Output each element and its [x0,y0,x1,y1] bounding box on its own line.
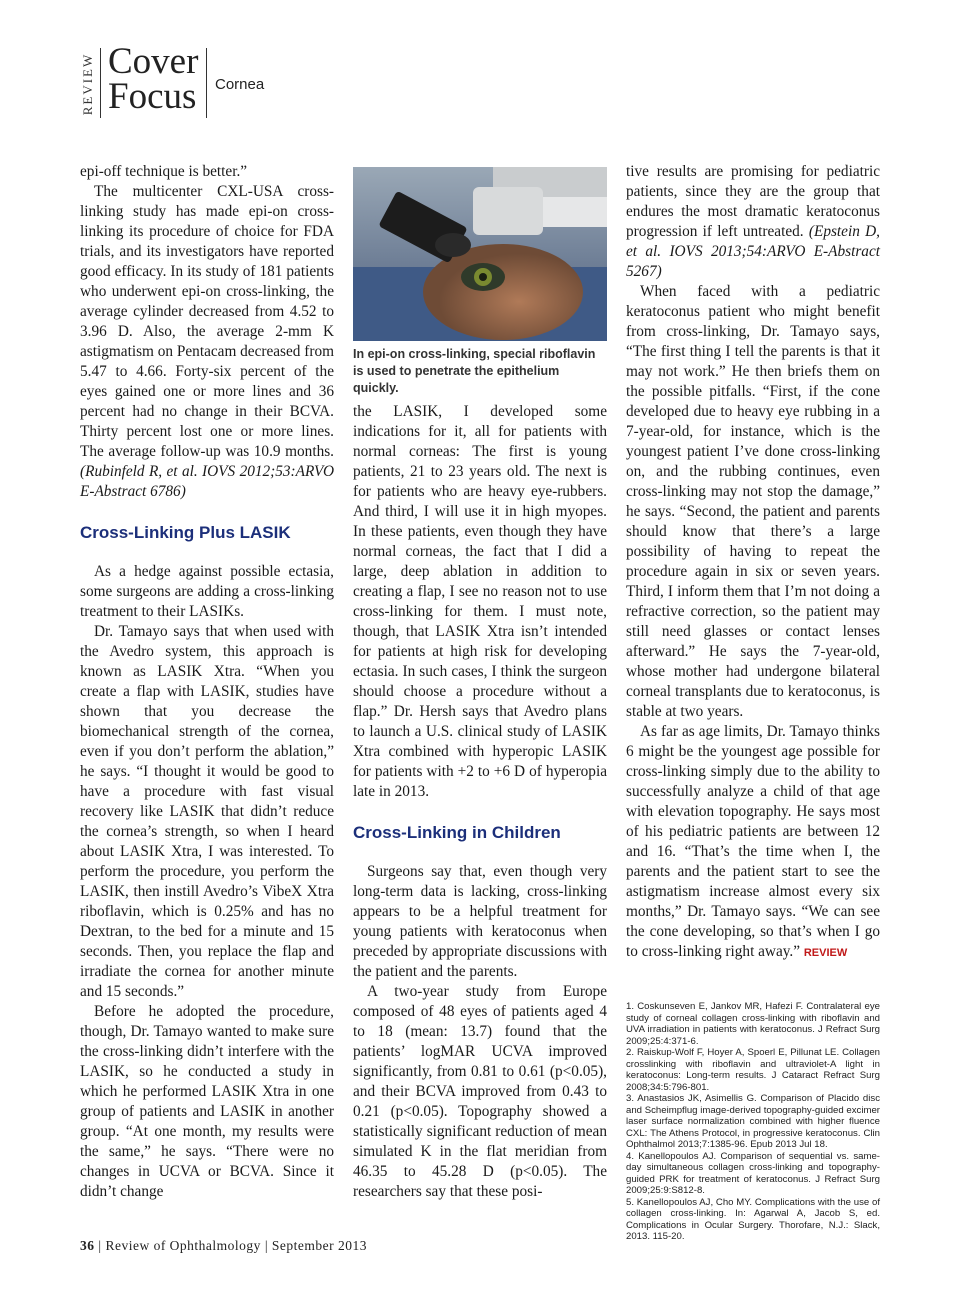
paragraph: the LASIK, I developed some indications for it, all for patients with normal corneas: The first is young patients, 21 to 23 years old. The next is for patients who are heavy eye-rubbers. And third, I will use it in high myopes. In these patients, even though they have normal corneas, the fact that I did a large, deep ablation in addition to creating a flap, I see no reason not to use cross-linking for them. I must note, though, that LASIK Xtra isn’t intended for patients at high risk for developing ectasia. In such cases, I think the surgeon should choose a procedure without a flap.” Dr. Hersh says that Avedro plans to launch a U.S. clinical study of LASIK Xtra combined with hyperopic LASIK for patients with +2 to +6 D of hyperopia late in 2013. [353,403,607,800]
page-number: 36 [80,1238,95,1253]
citation: (Epstein D, et al. IOVS 2013;54:ARVO E-Abstract 5267) [626,223,880,280]
reference-item: 3. Anastasios JK, Asimellis G. Comparison of Placido disc and Scheimpflug image-derived topography-guided excimer laser surface normalization combined with higher fluence CXL: The Athens Protocol, in progressive keratoconus. Clin Ophthalmol 2013;7:1385-96. Epub 2013 Jul 18. [626,1093,880,1150]
reference-item: 4. Kanellopoulos AJ. Comparison of sequential vs. same-day simultaneous collagen cross-linking and topography-guided PRK for treatment of keratoconus. J Refract Surg 2009;25:9:S812-8. [626,1150,880,1196]
section-heading: Cross-Linking Plus LASIK [80,523,291,542]
paragraph: As far as age limits, Dr. Tamayo thinks 6 might be the youngest age possible for cross-linking simply due to the ability to successfully analyze a child of that age with elevation topography. He says most of his pediatric patients are between 12 and 16. “That’s the time when I, the parents and the patient start to see the astigmatism increase almost every six months,” Dr. Tamayo says. “We can see the cone developing, so that’s when I go to cross-linking right away.” REVIEW [626,723,880,960]
paragraph: When faced with a pediatric keratoconus patient who might benefit from cross-linking, Dr. Tamayo says, “The first thing I tell the parents is that it may not work.” He then briefs them on the possible pitfalls. “First, if the cone developed due to heavy eye rubbing in a 7-year-old, for instance, which is the youngest patient I’ve done cross-linking on, and the rubbing continues, even cross-linking may not stop the damage,” he says. “Second, the patient and parents should know that there’s a large possibility of having to repeat the procedure again in six or seven years. Third, I inform them that I’m not doing a refractive correction, so the patient may still need glasses or contact lenses afterward.” He says the 7-year-old, whose mother had undergone bilateral corneal transplants due to keratoconus, is stable at two years. [626,283,880,720]
paragraph: Before he adopted the procedure, though, Dr. Tamayo wanted to make sure the cross-linking didn’t interfere with the LASIK, so he conducted a study in which he performed LASIK Xtra in one group of patients and LASIK in another group. “At one month, my results were the same,” he says. “There were no changes in UCVA or BCVA. Since it didn’t change [80,1003,334,1200]
text-column-2 [353,402,607,1202]
paragraph: epi-off technique is better.” [80,163,248,180]
page-footer: 36 | Review of Ophthalmology | September 2013 [80,1238,367,1253]
header-title [108,41,199,117]
procedure-illustration [353,167,607,341]
reference-item: 2. Raiskup-Wolf F, Hoyer A, Spoerl E, Pillunat LE. Collagen crosslinking with riboflavin and ultraviolet-A light in keratoconus: Long-term results. J Cataract Refract Surg 2008;34:5:796-801. [626,1047,880,1093]
paragraph: The multicenter CXL-USA cross-linking study has made epi-on cross-linking its procedure of choice for FDA trials, and its investigators have reported good efficacy. In its study of 181 patients who underwent epi-on cross-linking, the average cylinder decreased from 4.52 to 3.96 D. Also, the average 2-mm K astigmatism on Pentacam decreased from 5.47 to 4.66. Forty-six percent of the eyes gained one or more lines and 36 percent had no change in their BCVA. Thirty percent lost one or more lines. The average follow-up was 10.9 months. (Rubinfeld R, et al. IOVS 2012;53:ARVO E-Abstract 6786) [80,183,335,500]
header-title-line2: Focus [108,76,197,117]
section-heading: Cross-Linking in Children [353,823,561,842]
section-label: Cornea [215,76,265,93]
procedure-photo [353,167,607,341]
reference-item: 5. Kanellopoulos AJ, Cho MY. Complications with the use of collagen cross-linking. In: Agarwal A, Jacob S, ed. Complications in Ocular Surgery. Thorofare, N.J.: Slack, 2013. 115-20. [626,1196,880,1242]
paragraph: As a hedge against possible ectasia, some surgeons are adding a cross-linking treatment to their LASIKs. [80,563,334,620]
paragraph: Surgeons say that, even though very long-term data is lacking, cross-linking appears to be a helpful treatment for young patients with keratoconus when preceded by appropriate discussions with the patient and the parents. [353,863,607,980]
text-column-1 [80,162,334,1202]
citation: (Rubinfeld R, et al. IOVS 2012;53:ARVO E-Abstract 6786) [80,463,334,500]
paragraph: A two-year study from Europe composed of 48 eyes of patients aged 4 to 18 (mean: 13.7) found that the patients’ logMAR UCVA improved significantly, from 0.81 to 0.61 (p<0.05), and their BCVA improved from 0.43 to 0.21 (p<0.05). Topography showed a statistically significant reduction of mean simulated K in the flat meridian from 46.35 to 45.28 D (p<0.05). The researchers say that these posi- [353,983,607,1200]
reference-item: 1. Coskunseven E, Jankov MR, Hafezi F. Contralateral eye study of corneal collagen cross-linking with riboflavin and UVA irradiation in patients with keratoconus. J Refract Surg 2009;25:4:371-6. [626,1001,880,1047]
issue-date: September 2013 [271,1238,367,1253]
review-vertical-label: REVIEW [80,52,95,116]
end-of-article-mark: REVIEW [803,947,848,959]
journal-name: Review of Ophthalmology [105,1238,261,1253]
reference-list [626,1001,880,1243]
text-column-3 [626,162,880,963]
header-title-line1: Cover [108,41,199,82]
header-divider [206,48,207,118]
photo-caption: In epi-on cross-linking, special riboflavin is used to penetrate the epithelium quickly. [353,347,596,395]
header-divider [100,48,101,118]
paragraph: Dr. Tamayo says that when used with the Avedro system, this approach is known as LASIK Xtra. “When you create a flap with LASIK, studies have shown that you decrease the biomechanical strength of the cornea, even if you don’t perform the ablation,” he says. “I thought it would be good to have a procedure with fast visual recovery like LASIK that didn’t reduce the cornea’s strength, so when I heard about LASIK Xtra, I was interested. To perform the procedure, you perform the LASIK, then instill Avedro’s VibeX Xtra riboflavin, which is 0.25% and has no Dextran, to the bed for a minute and 15 seconds. Then, you replace the flap and irradiate the cornea for another minute and 15 seconds.” [80,623,334,1000]
paragraph: tive results are promising for pediatric patients, since they are the group that endures the most dramatic keratoconus progression if left untreated. (Epstein D, et al. IOVS 2013;54:ARVO E-Abstract 5267) [626,163,880,280]
